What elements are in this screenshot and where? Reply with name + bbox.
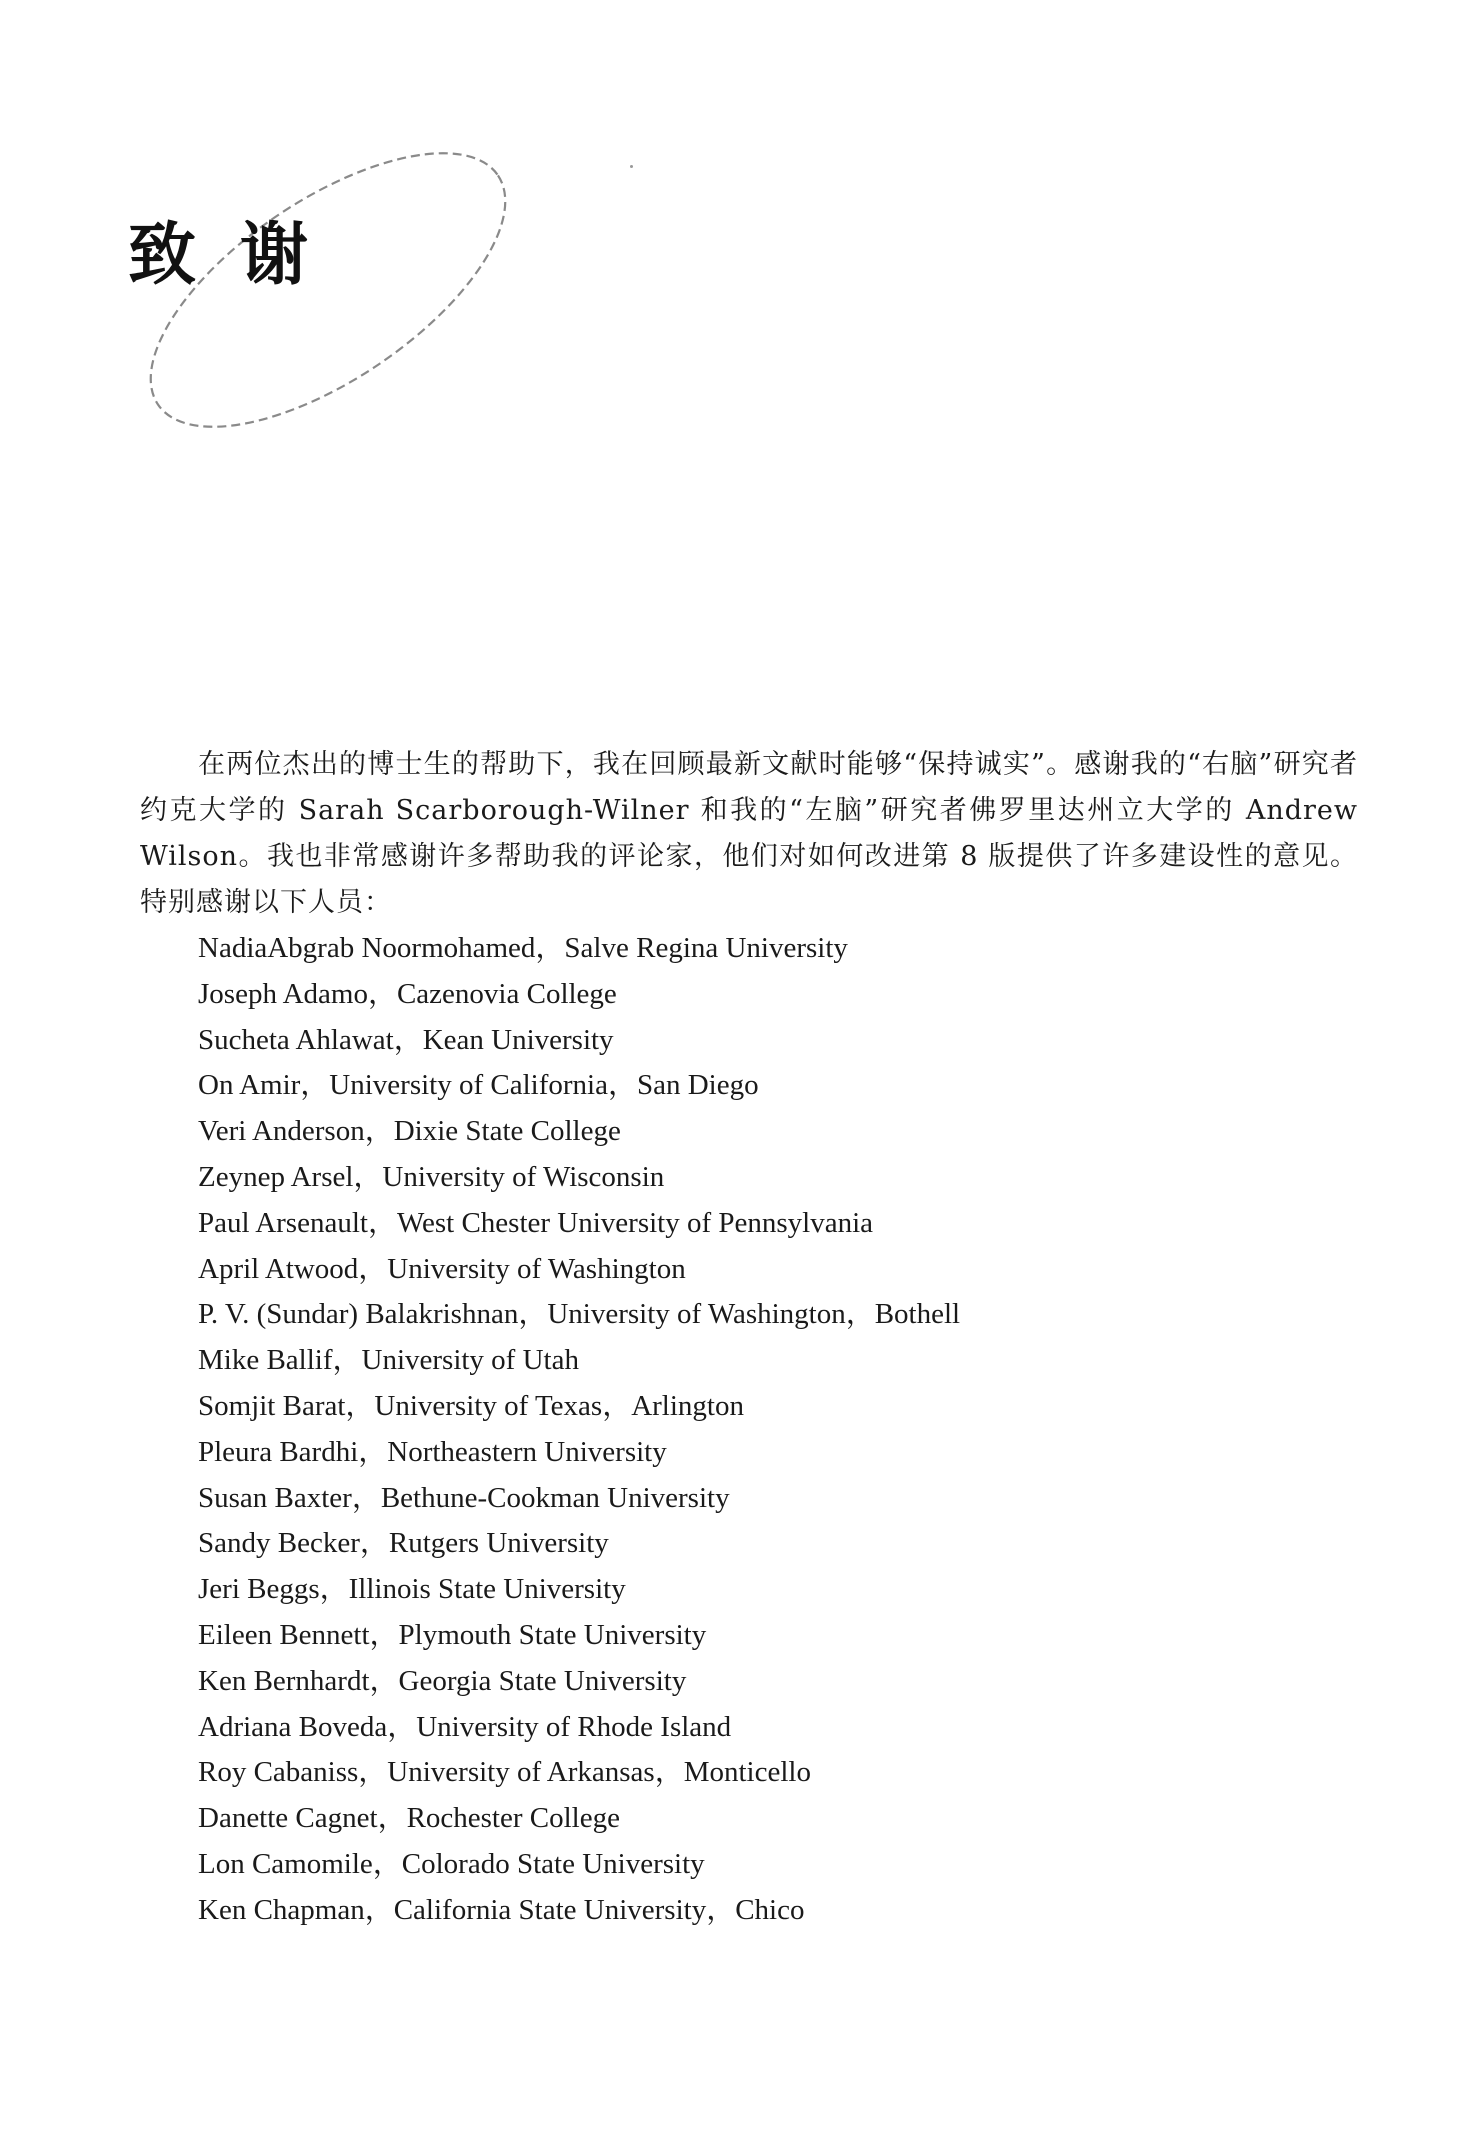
list-item: Sandy Becker，Rutgers University	[198, 1527, 609, 1560]
list-item: Roy Cabaniss，University of Arkansas，Monticello	[198, 1756, 811, 1789]
list-item: Paul Arsenault，West Chester University of Pennsylvania	[198, 1206, 874, 1239]
intro-paragraph: 在两位杰出的博士生的帮助下，我在回顾最新文献时能够“保持诚实”。感谢我的“右脑”研究者约克大学的 Sarah Scarborough-Wilner 和我的“左脑”研究者佛罗里达州立大学的 Andrew Wilson。我也非常感谢许多帮助我的评论家，他们对如何改进第 8 版提供了许多建设性的意见。特别感谢以下人员：	[140, 749, 1358, 918]
list-item: Susan Baxter，Bethune-Cookman University	[198, 1481, 730, 1514]
list-item: On Amir，University of California，San Diego	[198, 1069, 759, 1102]
list-item: Adriana Boveda，University of Rhode Island	[198, 1710, 732, 1743]
list-item: Joseph Adamo，Cazenovia College	[198, 977, 617, 1010]
list-item: Lon Camomile，Colorado State University	[198, 1847, 705, 1880]
list-item: Sucheta Ahlawat，Kean University	[198, 1023, 614, 1056]
scan-speck	[630, 165, 633, 168]
list-item: Veri Anderson，Dixie State College	[198, 1115, 621, 1148]
list-item: Jeri Beggs，Illinois State University	[198, 1573, 626, 1606]
list-item: NadiaAbgrab Noormohamed，Salve Regina University	[198, 932, 848, 964]
list-item: Ken Chapman，California State University，Chico	[198, 1893, 805, 1926]
list-item: Mike Ballif，University of Utah	[198, 1344, 579, 1377]
list-item: Danette Cagnet，Rochester College	[198, 1802, 620, 1835]
chapter-title: 致谢	[128, 216, 353, 295]
list-item: Ken Bernhardt，Georgia State University	[198, 1664, 687, 1697]
list-item: Zeynep Arsel，University of Wisconsin	[198, 1160, 665, 1193]
acknowledgement-list	[198, 926, 960, 1934]
list-item: Pleura Bardhi，Northeastern University	[198, 1435, 667, 1468]
list-item: Eileen Bennett，Plymouth State University	[198, 1618, 707, 1651]
list-item: April Atwood，University of Washington	[198, 1252, 686, 1285]
list-item: P. V. (Sundar) Balakrishnan，University of Washington，Bothell	[198, 1298, 961, 1331]
list-item: Somjit Barat，University of Texas，Arlington	[198, 1389, 744, 1422]
